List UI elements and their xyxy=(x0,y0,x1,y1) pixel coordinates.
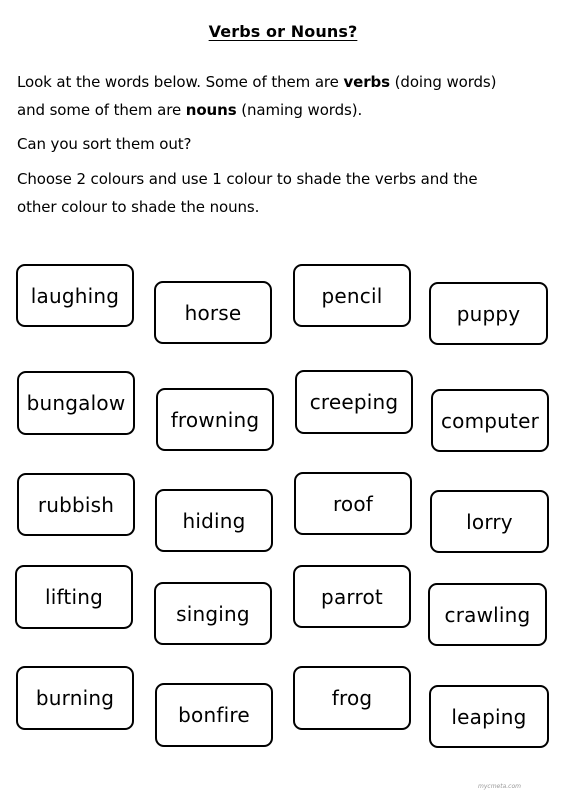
word-card-puppy[interactable]: puppy xyxy=(429,282,548,345)
word-card-laughing[interactable]: laughing xyxy=(16,264,134,327)
instruction-paragraph xyxy=(17,165,547,221)
word-card-computer[interactable]: computer xyxy=(431,389,549,452)
word-card-bungalow[interactable]: bungalow xyxy=(17,371,135,435)
footer-watermark: mycmeta.com xyxy=(478,783,521,790)
word-card-roof[interactable]: roof xyxy=(294,472,412,535)
word-card-crawling[interactable]: crawling xyxy=(428,583,547,646)
intro-line-2 xyxy=(17,96,547,124)
instruction-line-1: Choose 2 colours and use 1 colour to shade the verbs and the xyxy=(17,170,478,188)
word-card-bonfire[interactable]: bonfire xyxy=(155,683,273,747)
nouns-keyword: nouns xyxy=(185,101,237,119)
word-card-creeping[interactable]: creeping xyxy=(295,370,413,434)
intro-text: (naming words). xyxy=(236,101,363,119)
word-card-lorry[interactable]: lorry xyxy=(430,490,549,553)
word-card-frowning[interactable]: frowning xyxy=(156,388,274,451)
word-card-horse[interactable]: horse xyxy=(154,281,272,344)
word-card-frog[interactable]: frog xyxy=(293,666,411,730)
intro-paragraph xyxy=(17,68,547,124)
word-card-parrot[interactable]: parrot xyxy=(293,565,411,628)
question-text: Can you sort them out? xyxy=(17,135,192,153)
intro-text: (doing words) xyxy=(389,73,497,91)
word-card-hiding[interactable]: hiding xyxy=(155,489,273,552)
word-card-pencil[interactable]: pencil xyxy=(293,264,411,327)
word-card-burning[interactable]: burning xyxy=(16,666,134,730)
intro-text: and some of them are xyxy=(17,101,186,119)
word-card-lifting[interactable]: lifting xyxy=(15,565,133,629)
verbs-keyword: verbs xyxy=(343,73,390,91)
word-card-singing[interactable]: singing xyxy=(154,582,272,645)
intro-line-1 xyxy=(17,68,547,96)
instruction-line-2: other colour to shade the nouns. xyxy=(17,198,260,216)
intro-text: Look at the words below. Some of them are xyxy=(17,73,344,91)
word-card-rubbish[interactable]: rubbish xyxy=(17,473,135,536)
word-card-leaping[interactable]: leaping xyxy=(429,685,549,748)
worksheet-title: Verbs or Nouns? xyxy=(208,22,358,41)
